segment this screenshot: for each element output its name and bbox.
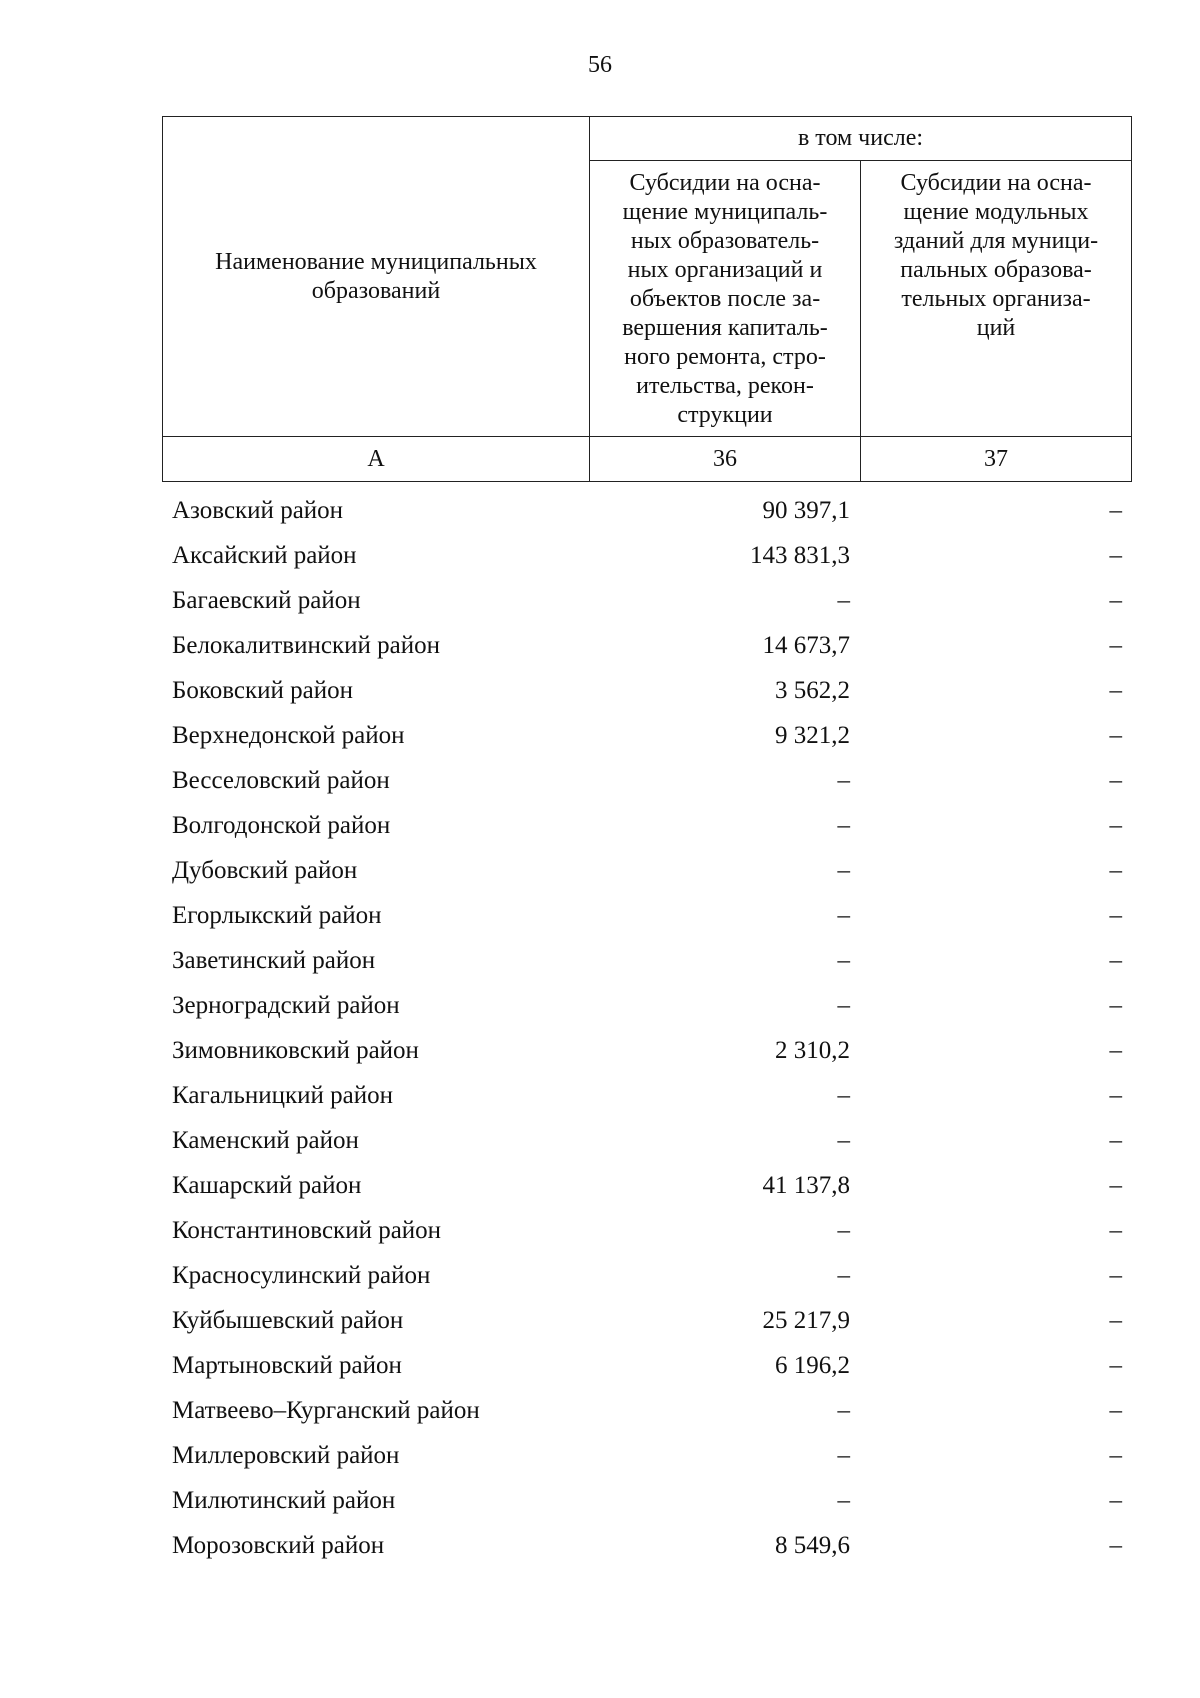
row-value-37: –: [1109, 1487, 1122, 1514]
row-value-36: –: [837, 992, 850, 1019]
row-name: Багаевский район: [172, 587, 361, 614]
table-row: [162, 1523, 1132, 1568]
row-value-37: –: [1109, 677, 1122, 704]
row-value-37: –: [1109, 587, 1122, 614]
row-value-36: –: [837, 947, 850, 974]
row-value-37: –: [1109, 1442, 1122, 1469]
row-value-36: –: [837, 1487, 850, 1514]
table-row: [162, 713, 1132, 758]
row-value-37: –: [1109, 947, 1122, 974]
row-value-36: –: [837, 1082, 850, 1109]
row-value-36: –: [837, 1397, 850, 1424]
header-group-label: в том числе:: [590, 117, 1132, 161]
table-row: [162, 1028, 1132, 1073]
row-name: Весселовский район: [172, 767, 390, 794]
row-value-36: –: [837, 1127, 850, 1154]
row-value-37: –: [1109, 1082, 1122, 1109]
row-name: Мартыновский район: [172, 1352, 402, 1379]
row-value-37: –: [1109, 722, 1122, 749]
row-value-36: –: [837, 1262, 850, 1289]
row-value-36: 14 673,7: [762, 632, 850, 659]
row-name: Константиновский район: [172, 1217, 442, 1244]
row-name: Зерноградский район: [172, 992, 400, 1019]
row-name: Миллеровский район: [172, 1442, 400, 1469]
row-name: Верхнедонской район: [172, 722, 405, 749]
row-value-36: 8 549,6: [775, 1532, 850, 1559]
row-name: Азовский район: [172, 497, 344, 524]
table-row: [162, 1388, 1132, 1433]
row-value-36: –: [837, 902, 850, 929]
table-row: [162, 1208, 1132, 1253]
row-value-37: –: [1109, 1262, 1122, 1289]
row-value-37: –: [1109, 542, 1122, 569]
row-value-36: –: [837, 812, 850, 839]
row-value-37: –: [1109, 992, 1122, 1019]
row-value-37: –: [1109, 497, 1122, 524]
table-row: [162, 803, 1132, 848]
row-name: Матвеево–Курганский район: [172, 1397, 480, 1424]
table-row: [162, 1433, 1132, 1478]
row-value-36: –: [837, 1217, 850, 1244]
row-name: Белокалитвинский район: [172, 632, 440, 659]
row-value-36: 9 321,2: [775, 722, 850, 749]
row-value-37: –: [1109, 1307, 1122, 1334]
table-row: [162, 938, 1132, 983]
row-name: Боковский район: [172, 677, 353, 704]
row-name: Красносулинский район: [172, 1262, 431, 1289]
table-row: [162, 848, 1132, 893]
table-row: [162, 1118, 1132, 1163]
row-value-37: –: [1109, 1352, 1122, 1379]
table-row: [162, 1073, 1132, 1118]
row-name: Зимовниковский район: [172, 1037, 419, 1064]
table-row: [162, 623, 1132, 668]
row-name: Аксайский район: [172, 542, 357, 569]
row-value-36: 3 562,2: [775, 677, 850, 704]
row-name: Заветинский район: [172, 947, 376, 974]
row-value-37: –: [1109, 902, 1122, 929]
table-row: [162, 893, 1132, 938]
row-value-37: –: [1109, 1217, 1122, 1244]
row-value-37: –: [1109, 812, 1122, 839]
table-header: [162, 116, 1132, 482]
table-row: [162, 758, 1132, 803]
row-name: Волгодонской район: [172, 812, 391, 839]
row-name: Куйбышевский район: [172, 1307, 404, 1334]
row-value-36: 6 196,2: [775, 1352, 850, 1379]
header-code-a: А: [163, 437, 590, 482]
table-row: [162, 578, 1132, 623]
table-row: [162, 533, 1132, 578]
row-value-36: 90 397,1: [762, 497, 850, 524]
row-value-37: –: [1109, 1397, 1122, 1424]
page-number: 56: [588, 52, 612, 78]
row-value-36: –: [837, 587, 850, 614]
row-value-36: 143 831,3: [750, 542, 850, 569]
header-code-36: 36: [590, 437, 861, 482]
table-row: [162, 1343, 1132, 1388]
table-body: [162, 488, 1132, 1568]
header-name-column: Наименование муниципальных образований: [163, 117, 590, 437]
row-name: Егорлыкский район: [172, 902, 382, 929]
row-value-36: –: [837, 1442, 850, 1469]
row-value-37: –: [1109, 767, 1122, 794]
row-value-37: –: [1109, 857, 1122, 884]
header-code-37: 37: [861, 437, 1132, 482]
table-row: [162, 1478, 1132, 1523]
table-row: [162, 1253, 1132, 1298]
row-name: Дубовский район: [172, 857, 358, 884]
row-value-36: –: [837, 857, 850, 884]
row-name: Кагальницкий район: [172, 1082, 394, 1109]
row-name: Каменский район: [172, 1127, 359, 1154]
header-col36-title: Субсидии на осна- щение муниципаль- ных образователь- ных организаций и объектов после за- вершения капиталь- ного ремонта, стро- ительства, рекон- струкции: [590, 161, 861, 437]
row-name: Милютинский район: [172, 1487, 396, 1514]
row-value-36: –: [837, 767, 850, 794]
row-value-37: –: [1109, 1127, 1122, 1154]
header-col37-title: Субсидии на осна- щение модульных зданий для муници- пальных образова- тельных организа- ций: [861, 161, 1132, 437]
row-value-37: –: [1109, 632, 1122, 659]
row-value-37: –: [1109, 1172, 1122, 1199]
table-row: [162, 668, 1132, 713]
row-value-37: –: [1109, 1037, 1122, 1064]
table-row: [162, 1298, 1132, 1343]
row-value-37: –: [1109, 1532, 1122, 1559]
table-row: [162, 488, 1132, 533]
table-row: [162, 983, 1132, 1028]
table-row: [162, 1163, 1132, 1208]
row-name: Морозовский район: [172, 1532, 385, 1559]
row-value-36: 25 217,9: [762, 1307, 850, 1334]
row-value-36: 41 137,8: [762, 1172, 850, 1199]
row-value-36: 2 310,2: [775, 1037, 850, 1064]
row-name: Кашарский район: [172, 1172, 362, 1199]
